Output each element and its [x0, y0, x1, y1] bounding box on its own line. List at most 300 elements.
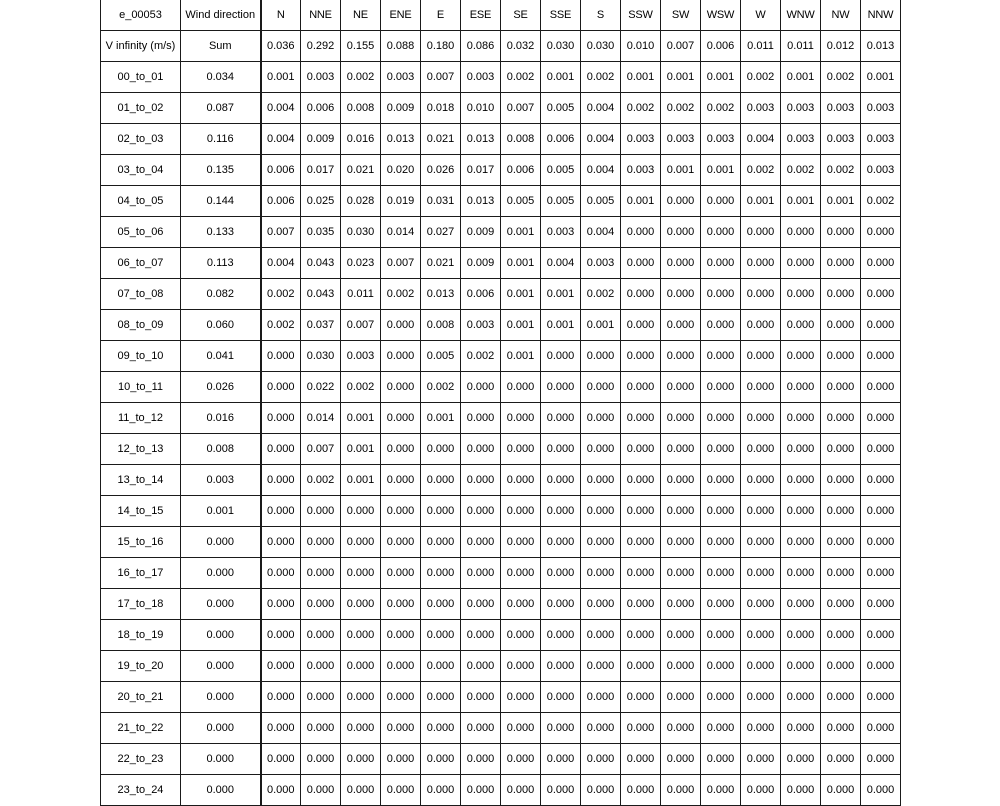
direction-header-sw: SW	[661, 0, 701, 31]
table-cell-w: 0.000	[741, 589, 781, 620]
direction-header-se: SE	[501, 0, 541, 31]
table-cell-se: 0.001	[501, 248, 541, 279]
table-row	[101, 186, 901, 217]
table-cell-sw: 0.000	[661, 372, 701, 403]
table-cell-w: 0.000	[741, 372, 781, 403]
speed-bin-sum: 0.000	[181, 527, 261, 558]
table-cell-ene: 0.000	[381, 465, 421, 496]
table-cell-ese: 0.009	[461, 248, 501, 279]
table-cell-nne: 0.006	[301, 93, 341, 124]
table-cell-n: 0.000	[261, 341, 301, 372]
table-cell-n: 0.000	[261, 496, 301, 527]
table-cell-wsw: 0.000	[701, 434, 741, 465]
table-cell-sse: 0.000	[541, 620, 581, 651]
table-cell-nw: 0.000	[821, 279, 861, 310]
direction-header-e: E	[421, 0, 461, 31]
table-cell-n: 0.000	[261, 589, 301, 620]
table-cell-ene: 0.000	[381, 341, 421, 372]
table-cell-w: 0.002	[741, 155, 781, 186]
table-cell-e: 0.000	[421, 775, 461, 806]
table-cell-w: 0.001	[741, 186, 781, 217]
table-cell-sw: 0.000	[661, 217, 701, 248]
table-cell-wnw: 0.000	[781, 620, 821, 651]
table-cell-nw: 0.000	[821, 496, 861, 527]
header-row	[101, 0, 901, 31]
table-cell-sw: 0.000	[661, 403, 701, 434]
direction-header-nnw: NNW	[861, 0, 901, 31]
table-cell-wnw: 0.001	[781, 186, 821, 217]
speed-bin-label: 04_to_05	[101, 186, 181, 217]
table-cell-ese: 0.000	[461, 465, 501, 496]
table-cell-ne: 0.001	[341, 403, 381, 434]
table-cell-n: 0.002	[261, 279, 301, 310]
table-cell-ssw: 0.001	[621, 186, 661, 217]
sum-row-value-wnw: 0.011	[781, 31, 821, 62]
table-cell-nnw: 0.000	[861, 279, 901, 310]
table-cell-s: 0.000	[581, 775, 621, 806]
table-row	[101, 465, 901, 496]
table-cell-ne: 0.000	[341, 558, 381, 589]
table-cell-n: 0.006	[261, 186, 301, 217]
table-cell-sse: 0.000	[541, 465, 581, 496]
speed-bin-label: 01_to_02	[101, 93, 181, 124]
table-cell-n: 0.000	[261, 558, 301, 589]
table-cell-se: 0.000	[501, 558, 541, 589]
table-cell-ne: 0.011	[341, 279, 381, 310]
table-cell-wnw: 0.000	[781, 527, 821, 558]
table-cell-s: 0.000	[581, 713, 621, 744]
table-cell-se: 0.001	[501, 310, 541, 341]
table-cell-ssw: 0.000	[621, 434, 661, 465]
table-cell-wsw: 0.000	[701, 310, 741, 341]
table-cell-nw: 0.000	[821, 713, 861, 744]
table-cell-sw: 0.000	[661, 775, 701, 806]
table-cell-ssw: 0.000	[621, 775, 661, 806]
speed-bin-label: 09_to_10	[101, 341, 181, 372]
table-cell-nne: 0.007	[301, 434, 341, 465]
table-row	[101, 62, 901, 93]
table-cell-w: 0.000	[741, 713, 781, 744]
table-cell-ese: 0.000	[461, 403, 501, 434]
table-cell-wnw: 0.003	[781, 93, 821, 124]
table-cell-e: 0.000	[421, 527, 461, 558]
table-cell-s: 0.002	[581, 62, 621, 93]
table-cell-e: 0.002	[421, 372, 461, 403]
table-cell-nne: 0.003	[301, 62, 341, 93]
table-row	[101, 527, 901, 558]
table-cell-ese: 0.003	[461, 310, 501, 341]
speed-bin-sum: 0.133	[181, 217, 261, 248]
table-cell-ene: 0.000	[381, 496, 421, 527]
table-cell-e: 0.000	[421, 558, 461, 589]
table-cell-wnw: 0.000	[781, 341, 821, 372]
table-cell-wnw: 0.000	[781, 496, 821, 527]
table-cell-sw: 0.000	[661, 682, 701, 713]
table-cell-nne: 0.009	[301, 124, 341, 155]
table-cell-wsw: 0.001	[701, 155, 741, 186]
table-cell-nnw: 0.000	[861, 775, 901, 806]
table-cell-nnw: 0.000	[861, 651, 901, 682]
table-cell-ne: 0.001	[341, 465, 381, 496]
table-cell-ene: 0.000	[381, 434, 421, 465]
table-cell-ene: 0.000	[381, 620, 421, 651]
table-cell-wnw: 0.000	[781, 775, 821, 806]
table-cell-ssw: 0.000	[621, 651, 661, 682]
table-cell-e: 0.005	[421, 341, 461, 372]
table-cell-w: 0.000	[741, 775, 781, 806]
table-cell-s: 0.000	[581, 558, 621, 589]
table-cell-ene: 0.019	[381, 186, 421, 217]
table-cell-nne: 0.000	[301, 651, 341, 682]
table-cell-se: 0.000	[501, 465, 541, 496]
sum-row-value-ssw: 0.010	[621, 31, 661, 62]
wind-direction-header: Wind direction	[181, 0, 261, 31]
table-cell-sse: 0.000	[541, 527, 581, 558]
table-cell-ene: 0.000	[381, 713, 421, 744]
table-cell-se: 0.008	[501, 124, 541, 155]
table-row	[101, 682, 901, 713]
speed-bin-label: 12_to_13	[101, 434, 181, 465]
table-cell-ssw: 0.000	[621, 496, 661, 527]
table-cell-s: 0.003	[581, 248, 621, 279]
table-cell-wsw: 0.001	[701, 62, 741, 93]
table-cell-ese: 0.017	[461, 155, 501, 186]
speed-bin-label: 16_to_17	[101, 558, 181, 589]
table-cell-ne: 0.000	[341, 527, 381, 558]
table-cell-wsw: 0.002	[701, 93, 741, 124]
table-cell-wsw: 0.000	[701, 558, 741, 589]
speed-bin-sum: 0.144	[181, 186, 261, 217]
table-cell-nw: 0.000	[821, 589, 861, 620]
table-cell-sse: 0.001	[541, 279, 581, 310]
table-cell-w: 0.004	[741, 124, 781, 155]
table-cell-nnw: 0.002	[861, 186, 901, 217]
table-cell-sse: 0.000	[541, 744, 581, 775]
table-cell-sw: 0.000	[661, 651, 701, 682]
table-cell-sw: 0.003	[661, 124, 701, 155]
table-cell-nnw: 0.000	[861, 527, 901, 558]
table-cell-wsw: 0.000	[701, 341, 741, 372]
table-cell-se: 0.002	[501, 62, 541, 93]
speed-bin-label: 18_to_19	[101, 620, 181, 651]
table-cell-ese: 0.013	[461, 124, 501, 155]
table-cell-nnw: 0.003	[861, 155, 901, 186]
table-cell-ene: 0.000	[381, 372, 421, 403]
table-cell-ssw: 0.001	[621, 62, 661, 93]
table-cell-ese: 0.000	[461, 651, 501, 682]
table-cell-nnw: 0.000	[861, 713, 901, 744]
table-cell-sse: 0.001	[541, 310, 581, 341]
table-cell-s: 0.000	[581, 651, 621, 682]
table-cell-e: 0.008	[421, 310, 461, 341]
table-cell-ssw: 0.000	[621, 558, 661, 589]
table-cell-n: 0.007	[261, 217, 301, 248]
table-row	[101, 372, 901, 403]
table-cell-se: 0.000	[501, 403, 541, 434]
table-cell-ese: 0.000	[461, 713, 501, 744]
table-cell-w: 0.000	[741, 620, 781, 651]
table-cell-nnw: 0.000	[861, 744, 901, 775]
table-cell-s: 0.002	[581, 279, 621, 310]
table-cell-s: 0.000	[581, 527, 621, 558]
table-cell-e: 0.000	[421, 465, 461, 496]
table-cell-wsw: 0.000	[701, 775, 741, 806]
table-cell-e: 0.027	[421, 217, 461, 248]
table-cell-nw: 0.003	[821, 124, 861, 155]
table-cell-ssw: 0.000	[621, 372, 661, 403]
table-cell-e: 0.001	[421, 403, 461, 434]
sum-row-value-sw: 0.007	[661, 31, 701, 62]
table-cell-nnw: 0.000	[861, 341, 901, 372]
table-cell-n: 0.000	[261, 620, 301, 651]
table-cell-wnw: 0.000	[781, 434, 821, 465]
table-cell-s: 0.000	[581, 744, 621, 775]
table-cell-ne: 0.028	[341, 186, 381, 217]
table-cell-s: 0.004	[581, 124, 621, 155]
table-cell-n: 0.000	[261, 403, 301, 434]
table-cell-nw: 0.000	[821, 744, 861, 775]
table-row	[101, 248, 901, 279]
table-cell-sse: 0.000	[541, 775, 581, 806]
table-cell-nne: 0.043	[301, 279, 341, 310]
corner-label: e_00053	[101, 0, 181, 31]
table-cell-ssw: 0.000	[621, 217, 661, 248]
table-cell-sw: 0.000	[661, 465, 701, 496]
table-cell-ene: 0.020	[381, 155, 421, 186]
table-cell-ene: 0.014	[381, 217, 421, 248]
speed-bin-sum: 0.060	[181, 310, 261, 341]
table-row	[101, 310, 901, 341]
table-cell-e: 0.018	[421, 93, 461, 124]
speed-bin-sum: 0.000	[181, 682, 261, 713]
table-cell-nne: 0.037	[301, 310, 341, 341]
table-cell-sse: 0.001	[541, 62, 581, 93]
table-cell-se: 0.006	[501, 155, 541, 186]
table-cell-e: 0.000	[421, 620, 461, 651]
table-cell-wnw: 0.000	[781, 744, 821, 775]
speed-bin-label: 17_to_18	[101, 589, 181, 620]
table-cell-ne: 0.002	[341, 62, 381, 93]
table-cell-ssw: 0.000	[621, 527, 661, 558]
speed-bin-sum: 0.116	[181, 124, 261, 155]
table-cell-sse: 0.003	[541, 217, 581, 248]
table-cell-wnw: 0.000	[781, 279, 821, 310]
table-cell-ne: 0.007	[341, 310, 381, 341]
speed-bin-label: 19_to_20	[101, 651, 181, 682]
table-cell-ssw: 0.003	[621, 155, 661, 186]
table-cell-s: 0.004	[581, 93, 621, 124]
table-cell-e: 0.000	[421, 496, 461, 527]
speed-bin-label: 20_to_21	[101, 682, 181, 713]
table-row	[101, 279, 901, 310]
table-cell-nw: 0.000	[821, 372, 861, 403]
table-cell-ssw: 0.000	[621, 682, 661, 713]
table-cell-nw: 0.001	[821, 186, 861, 217]
table-cell-ese: 0.002	[461, 341, 501, 372]
table-cell-ene: 0.000	[381, 403, 421, 434]
table-cell-sse: 0.000	[541, 496, 581, 527]
speed-bin-sum: 0.008	[181, 434, 261, 465]
table-cell-se: 0.000	[501, 744, 541, 775]
table-row	[101, 403, 901, 434]
table-cell-ene: 0.000	[381, 589, 421, 620]
table-cell-wnw: 0.000	[781, 713, 821, 744]
table-cell-se: 0.000	[501, 682, 541, 713]
table-cell-ese: 0.000	[461, 775, 501, 806]
table-cell-s: 0.000	[581, 465, 621, 496]
table-cell-nnw: 0.000	[861, 310, 901, 341]
table-cell-w: 0.000	[741, 341, 781, 372]
table-cell-w: 0.003	[741, 93, 781, 124]
speed-bin-sum: 0.082	[181, 279, 261, 310]
table-cell-se: 0.000	[501, 775, 541, 806]
table-cell-wnw: 0.000	[781, 217, 821, 248]
table-cell-s: 0.000	[581, 434, 621, 465]
table-cell-wsw: 0.000	[701, 465, 741, 496]
table-cell-nne: 0.022	[301, 372, 341, 403]
table-row	[101, 496, 901, 527]
sum-row-value-wsw: 0.006	[701, 31, 741, 62]
direction-header-ne: NE	[341, 0, 381, 31]
table-cell-nnw: 0.000	[861, 372, 901, 403]
table-cell-n: 0.006	[261, 155, 301, 186]
table-cell-sse: 0.006	[541, 124, 581, 155]
table-cell-ese: 0.000	[461, 496, 501, 527]
table-row	[101, 93, 901, 124]
table-cell-ene: 0.009	[381, 93, 421, 124]
table-cell-se: 0.000	[501, 589, 541, 620]
sum-row-value-w: 0.011	[741, 31, 781, 62]
table-cell-nne: 0.000	[301, 527, 341, 558]
table-cell-ne: 0.000	[341, 651, 381, 682]
speed-bin-label: 10_to_11	[101, 372, 181, 403]
table-row	[101, 651, 901, 682]
table-cell-ne: 0.030	[341, 217, 381, 248]
direction-header-ssw: SSW	[621, 0, 661, 31]
table-row	[101, 775, 901, 806]
table-cell-sse: 0.000	[541, 372, 581, 403]
table-cell-wsw: 0.000	[701, 496, 741, 527]
table-cell-e: 0.000	[421, 682, 461, 713]
table-cell-nnw: 0.003	[861, 93, 901, 124]
table-cell-nne: 0.000	[301, 620, 341, 651]
table-cell-ne: 0.021	[341, 155, 381, 186]
table-cell-e: 0.000	[421, 589, 461, 620]
table-cell-nw: 0.000	[821, 403, 861, 434]
speed-bin-label: 07_to_08	[101, 279, 181, 310]
table-cell-ssw: 0.000	[621, 713, 661, 744]
speed-bin-label: 05_to_06	[101, 217, 181, 248]
table-cell-ne: 0.000	[341, 713, 381, 744]
table-cell-e: 0.000	[421, 713, 461, 744]
table-cell-sse: 0.000	[541, 682, 581, 713]
table-cell-wsw: 0.000	[701, 527, 741, 558]
speed-bin-sum: 0.000	[181, 620, 261, 651]
table-cell-w: 0.000	[741, 527, 781, 558]
table-cell-sse: 0.000	[541, 651, 581, 682]
speed-bin-sum: 0.001	[181, 496, 261, 527]
table-cell-se: 0.000	[501, 651, 541, 682]
table-cell-n: 0.000	[261, 465, 301, 496]
table-cell-s: 0.005	[581, 186, 621, 217]
table-cell-nw: 0.002	[821, 62, 861, 93]
speed-bin-sum: 0.026	[181, 372, 261, 403]
direction-header-ene: ENE	[381, 0, 421, 31]
table-cell-ne: 0.000	[341, 775, 381, 806]
table-cell-nw: 0.002	[821, 155, 861, 186]
table-cell-nne: 0.000	[301, 713, 341, 744]
speed-bin-sum: 0.016	[181, 403, 261, 434]
table-cell-se: 0.001	[501, 217, 541, 248]
table-cell-nne: 0.000	[301, 682, 341, 713]
table-cell-se: 0.000	[501, 527, 541, 558]
table-cell-ene: 0.000	[381, 558, 421, 589]
table-cell-wnw: 0.003	[781, 124, 821, 155]
table-cell-se: 0.000	[501, 372, 541, 403]
table-cell-s: 0.004	[581, 217, 621, 248]
table-cell-nw: 0.000	[821, 341, 861, 372]
sum-row-value-s: 0.030	[581, 31, 621, 62]
table-cell-ne: 0.000	[341, 682, 381, 713]
table-cell-se: 0.000	[501, 434, 541, 465]
table-cell-ssw: 0.000	[621, 279, 661, 310]
table-cell-wsw: 0.000	[701, 620, 741, 651]
table-cell-n: 0.000	[261, 434, 301, 465]
table-cell-w: 0.000	[741, 279, 781, 310]
table-cell-ese: 0.003	[461, 62, 501, 93]
table-cell-ese: 0.000	[461, 372, 501, 403]
table-cell-ssw: 0.000	[621, 403, 661, 434]
table-cell-wsw: 0.000	[701, 682, 741, 713]
table-cell-s: 0.000	[581, 589, 621, 620]
sum-row-value-ese: 0.086	[461, 31, 501, 62]
table-cell-nnw: 0.000	[861, 496, 901, 527]
table-cell-wnw: 0.000	[781, 589, 821, 620]
table-cell-wnw: 0.000	[781, 465, 821, 496]
direction-header-s: S	[581, 0, 621, 31]
table-cell-wsw: 0.000	[701, 279, 741, 310]
table-row	[101, 620, 901, 651]
table-cell-sw: 0.000	[661, 186, 701, 217]
table-cell-wnw: 0.000	[781, 310, 821, 341]
table-cell-nnw: 0.003	[861, 124, 901, 155]
table-cell-nne: 0.000	[301, 558, 341, 589]
table-row	[101, 155, 901, 186]
table-cell-n: 0.004	[261, 124, 301, 155]
direction-header-wnw: WNW	[781, 0, 821, 31]
table-cell-w: 0.000	[741, 434, 781, 465]
table-cell-ne: 0.000	[341, 589, 381, 620]
table-cell-wnw: 0.000	[781, 682, 821, 713]
table-cell-wsw: 0.000	[701, 589, 741, 620]
table-cell-nnw: 0.000	[861, 465, 901, 496]
table-cell-s: 0.000	[581, 620, 621, 651]
speed-bin-sum: 0.135	[181, 155, 261, 186]
table-cell-ssw: 0.003	[621, 124, 661, 155]
table-cell-ne: 0.016	[341, 124, 381, 155]
table-cell-w: 0.000	[741, 558, 781, 589]
table-cell-w: 0.000	[741, 248, 781, 279]
table-cell-nne: 0.017	[301, 155, 341, 186]
sum-row-value-nne: 0.292	[301, 31, 341, 62]
table-cell-w: 0.000	[741, 217, 781, 248]
speed-bin-sum: 0.000	[181, 744, 261, 775]
table-cell-nw: 0.000	[821, 651, 861, 682]
table-cell-sse: 0.000	[541, 713, 581, 744]
sum-row-sum: Sum	[181, 31, 261, 62]
table-row	[101, 217, 901, 248]
table-cell-ese: 0.000	[461, 434, 501, 465]
